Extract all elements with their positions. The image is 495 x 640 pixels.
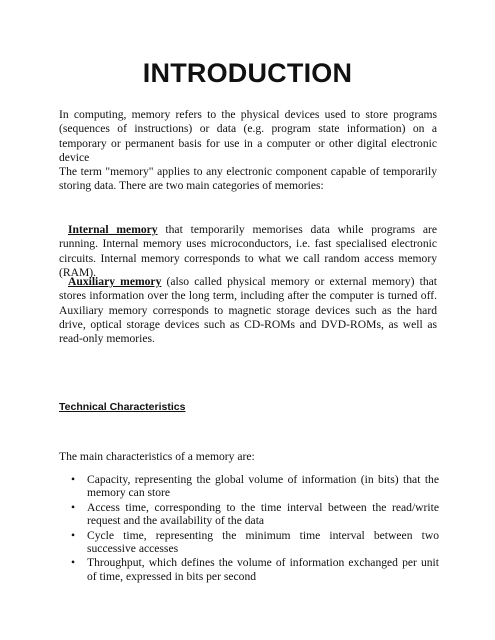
auxiliary-memory-term: Auxiliary memory [68, 275, 162, 288]
intro-paragraph: In computing, memory refers to the physical devices used to store programs (sequences of instructions) or data (e.g. program state information) on a temporary or permanent basis for use in a computer or other digital electronic device [59, 108, 437, 164]
characteristics-list [59, 473, 439, 584]
list-item-text: Capacity, representing the global volume of information (in bits) that the memory can store [87, 473, 439, 500]
list-item [59, 501, 439, 528]
internal-memory-term: Internal memory [68, 223, 158, 236]
auxiliary-memory-paragraph [59, 275, 437, 346]
list-item [59, 529, 439, 556]
list-item [59, 556, 439, 583]
bullet-icon: • [71, 528, 76, 542]
internal-memory-text: that temporarily memorises data while programs are running. Internal memory uses microconductors, i.e. fast specialised electronic circuits. Internal memory corresponds to what we call random access memory (RAM). [59, 223, 437, 279]
list-item-text: Access time, corresponding to the time interval between the read/write request and the availability of the data [87, 500, 439, 528]
list-item [59, 473, 439, 500]
page-title: INTRODUCTION [142, 58, 353, 88]
auxiliary-memory-text: (also called physical memory or external memory) that stores information over the long term, including after the computer is turned off. Auxiliary memory corresponds to magnetic storage devices such as the hard drive, optical storage devices such as CD-ROMs and DVD-ROMs, as well as read-only memories. [59, 275, 437, 346]
technical-characteristics-heading: Technical Characteristics [59, 401, 186, 413]
bullet-icon: • [71, 556, 76, 570]
list-item-text: Throughput, which defines the volume of information exchanged per unit of time, expressed in bits per second [87, 556, 439, 583]
term-paragraph: The term "memory" applies to any electronic component capable of temporarily storing data. There are two main categories of memories: [59, 165, 437, 193]
list-item-text: Cycle time, representing the minimum time interval between two successive accesses [87, 528, 439, 556]
bullet-icon: • [71, 473, 76, 486]
characteristics-intro: The main characteristics of a memory are: [59, 450, 255, 463]
internal-memory-paragraph [59, 223, 437, 280]
bullet-icon: • [71, 500, 76, 514]
